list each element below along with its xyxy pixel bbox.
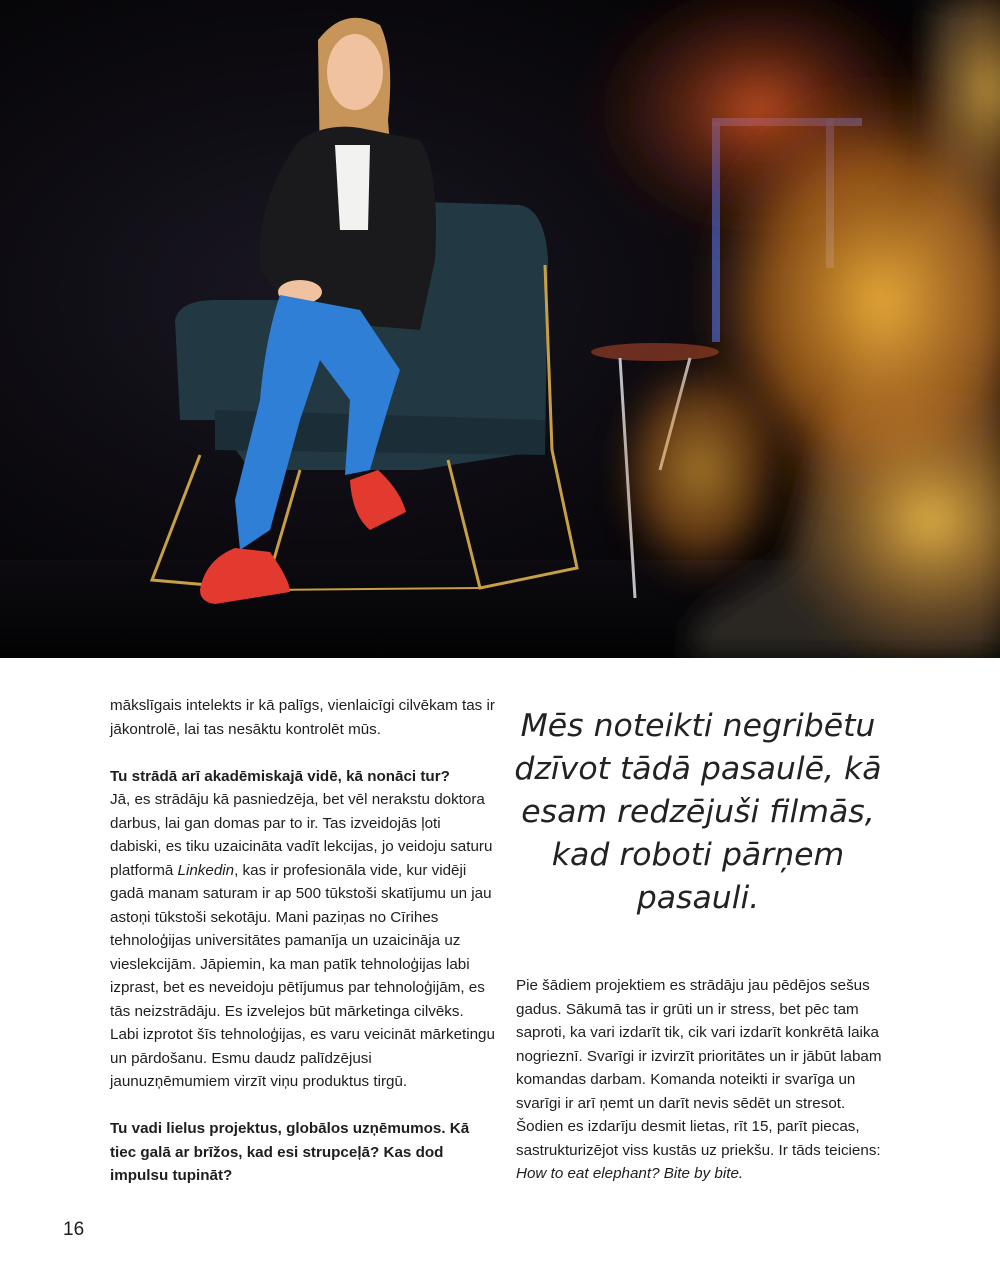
answer-projects-text: Pie šādiem projektiem es strādāju jau pēdējos sešus gadus. Sākumā tas ir grūti un ir stress, bet pēc tam saproti, ka vari izdarīt tik, cik vari izdarīt konkrētā laika nogrieznī. Svarīgi ir izvirzīt prioritātes un ir jābūt labam komandas darbam. Komanda noteikti ir svarīga un svarīgi ir arī ņemt un darīt nevis sēdēt un stresot. Šodien es izdarīju desmit lietas, rīt 15, parīt piecas, sastrukturizējot viss kustās uz priekšu. Ir tāds teiciens: xyxy=(516,977,882,1159)
answer-academic-part1: Jā, es strādāju kā pasniedzēja, bet vēl nerakstu doktora darbus, lai gan domas par to ir. Tas izveidojās ļoti dabiski, es tiku uzaicināta vadīt lekcijas, jo veidoju saturu platformā xyxy=(110,791,493,879)
question-academic xyxy=(110,765,495,789)
answer-academic xyxy=(110,788,495,1094)
question-projects-text: Tu vadi lielus projektus, globālos uzņēmumos. Kā tiec galā ar brīžos, kad esi strupceļā? Kas dod impulsu tupināt? xyxy=(110,1120,470,1184)
pull-quote: Mēs noteikti negribētu dzīvot tādā pasaulē, kā esam redzējuši filmās, kad roboti pārņem pasauli. xyxy=(514,708,882,916)
left-column xyxy=(110,694,495,1188)
elephant-quote: How to eat elephant? Bite by bite. xyxy=(516,1165,744,1182)
intro-paragraph: mākslīgais intelekts ir kā palīgs, vienlaicīgi cilvēkam tas ir jākontrolē, lai tas nesāktu kontrolēt mūs. xyxy=(110,697,495,738)
right-column xyxy=(516,974,891,1186)
answer-projects xyxy=(516,974,891,1186)
question-academic-text: Tu strādā arī akadēmiskajā vidē, kā nonāci tur? xyxy=(110,767,450,785)
linkedin-text: Linkedin xyxy=(177,861,235,879)
question-projects xyxy=(110,1117,495,1188)
answer-academic-part2: , kas ir profesionāla vide, kur vidēji gadā manam saturam ir ap 500 tūkstoši skatījumu un jau astoņi tūkstoši sekotāju. Mani paziņas no Cīrihes tehnoloģijas universitātes pamanīja un uzaicināja uz vieslekcijām. Jāpiemin, ka man patīk tehnoloģijas labi izprast, bet es neveidoju pētījumus par tehnoloģijām, es tās neizstrādāju. Es izvelejos būt mārketinga cilvēks. Labi izprotot šīs tehnoloģijas, es varu veicināt mārketingu un pārdošanu. Esmu daudz palīdzējusi jaunuzņēmumiem virzīt viņu produktus tirgū. xyxy=(110,861,495,1090)
page-number: 16 xyxy=(63,1219,85,1240)
